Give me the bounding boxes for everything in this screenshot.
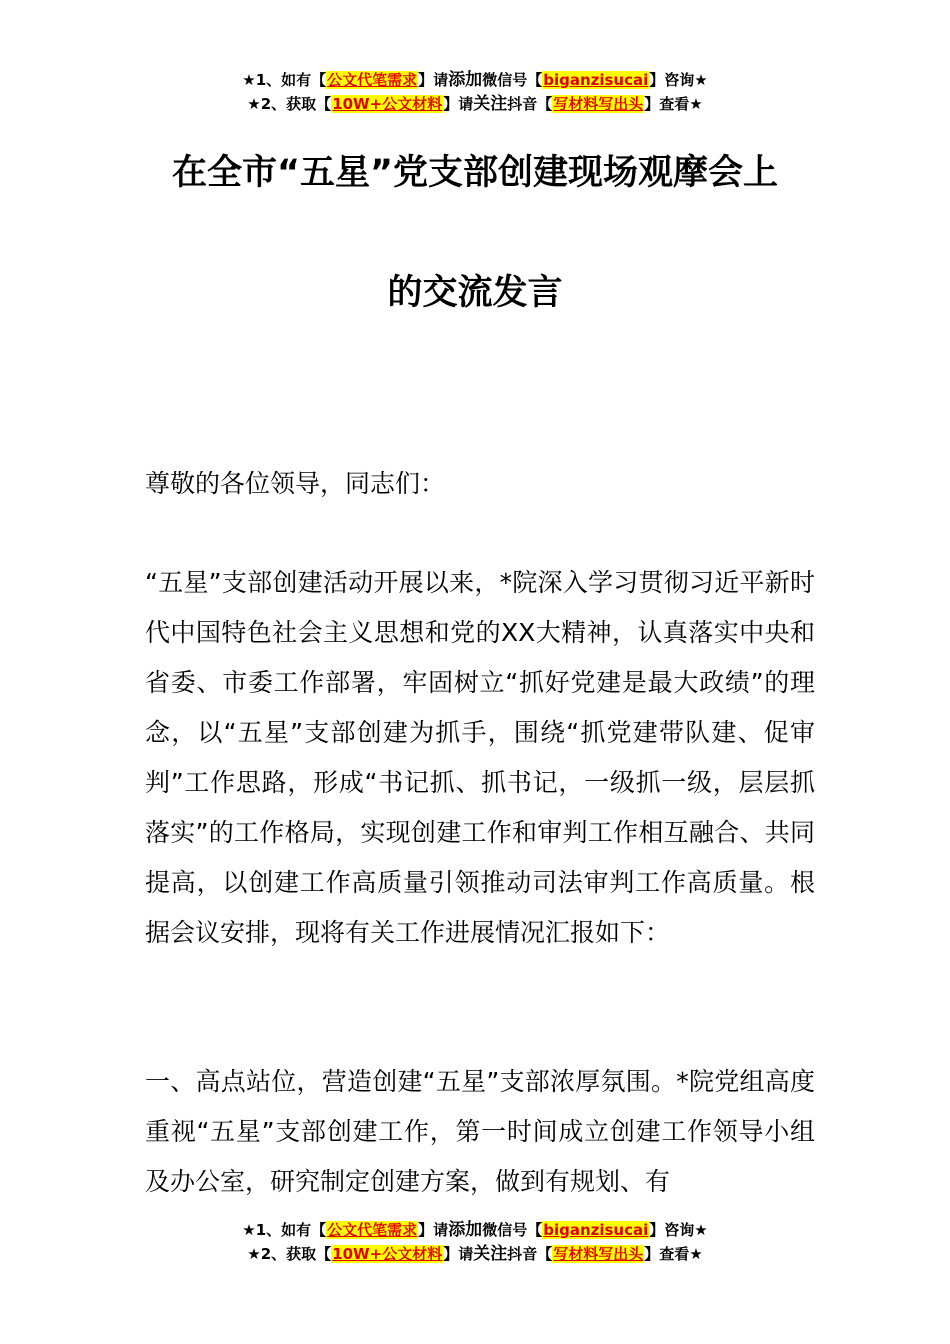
banner-text: 】查看★ <box>644 95 703 113</box>
banner-line-1 <box>0 1218 950 1242</box>
banner-highlight: 10W+公文材料 <box>332 1245 443 1263</box>
banner-text: 微信号【 <box>482 71 543 89</box>
banner-text: 】咨询★ <box>649 1221 708 1239</box>
banner-text: ★1、如有【 <box>242 1221 327 1239</box>
banner-line-2 <box>0 1242 950 1266</box>
banner-text: 抖音【 <box>507 1245 553 1263</box>
intro-paragraph: “五星”支部创建活动开展以来，*院深入学习贯彻习近平新时代中国特色社会主义思想和党的XX大精神，认真落实中央和省委、市委工作部署，牢固树立“抓好党建是最大政绩”的理念，以“五星”支部创建为抓手，围绕“抓党建带队建、促审判”工作思路，形成“书记抓、抓书记，一级抓一级，层层抓落实”的工作格局，实现创建工作和审判工作相互融合、共同提高，以创建工作高质量引领推动司法审判工作高质量。根据会议安排，现将有关工作进展情况汇报如下： <box>145 568 815 947</box>
greeting: 尊敬的各位领导，同志们： <box>145 469 446 498</box>
document-title-line-1: 在全市“五星”党支部创建现场观摩会上 <box>171 153 778 193</box>
section-1-paragraph: 一、高点站位，营造创建“五星”支部浓厚氛围。*院党组高度重视“五星”支部创建工作，第一时间成立创建工作领导小组及办公室，研究制定创建方案，做到有规划、有 <box>145 1067 815 1196</box>
banner-text: 】请 <box>443 95 474 113</box>
banner-line-2 <box>0 92 950 116</box>
footer-banner <box>0 1218 950 1266</box>
banner-text: 微信号【 <box>482 1221 543 1239</box>
banner-emphasis: 添加 <box>448 70 483 90</box>
banner-highlight: biganzisucai <box>543 71 649 89</box>
document-title-line-2: 的交流发言 <box>387 273 563 313</box>
banner-text: 】请 <box>443 1245 474 1263</box>
banner-highlight: biganzisucai <box>543 1221 649 1239</box>
banner-highlight: 写材料写出头 <box>553 1245 644 1263</box>
banner-text: ★2、获取【 <box>247 95 332 113</box>
banner-text: 】查看★ <box>644 1245 703 1263</box>
banner-text: 】咨询★ <box>649 71 708 89</box>
banner-text: ★1、如有【 <box>242 71 327 89</box>
banner-highlight: 10W+公文材料 <box>332 95 443 113</box>
banner-text: 】请 <box>418 71 449 89</box>
banner-emphasis: 关注 <box>473 94 508 114</box>
banner-highlight: 公文代笔需求 <box>327 71 418 89</box>
banner-highlight: 写材料写出头 <box>553 95 644 113</box>
banner-emphasis: 关注 <box>473 1244 508 1264</box>
header-banner <box>0 68 950 116</box>
banner-emphasis: 添加 <box>448 1220 483 1240</box>
banner-text: 抖音【 <box>507 95 553 113</box>
banner-line-1 <box>0 68 950 92</box>
banner-text: 】请 <box>418 1221 449 1239</box>
banner-highlight: 公文代笔需求 <box>327 1221 418 1239</box>
banner-text: ★2、获取【 <box>247 1245 332 1263</box>
